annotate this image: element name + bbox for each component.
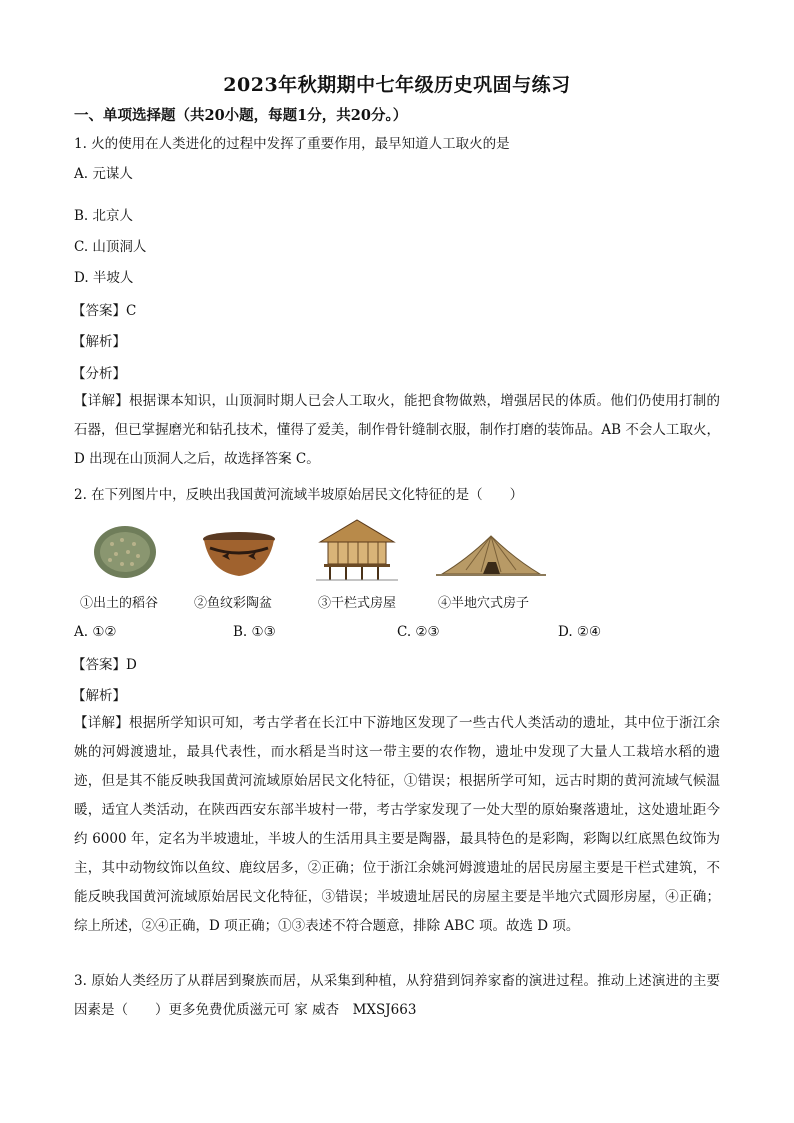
q2-option-c: C. ②③ [397,624,440,640]
q2-caption-1: ①出土的稻谷 [80,596,159,611]
q2-analysis-label: 【解析】 [72,688,126,704]
page-title: 2023年秋期期中七年级历史巩固与练习 [223,74,571,96]
q1-option-d: D. 半坡人 [74,270,134,286]
semi-subterranean-house-image [436,530,546,580]
rice-grain-image [92,524,158,580]
q2-stem: 2. 在下列图片中，反映出我国黄河流域半坡原始居民文化特征的是（ ） [74,487,524,503]
q2-caption-4: ④半地穴式房子 [438,596,530,611]
q2-option-b: B. ①③ [233,624,276,640]
fish-pattern-pottery-basin-image [200,530,278,580]
q1-analysis-label: 【解析】 [72,334,126,350]
q1-answer: 【答案】C [72,303,137,319]
q3-stem: 3. 原始人类经历了从群居到聚族而居，从采集到种植，从狩猎到饲养家畜的演进过程。推动上述演进的主要因素是（ ）更多免费优质滋元可 家 威杏 MXSJ663 [74,973,720,1018]
q1-stem: 1. 火的使用在人类进化的过程中发挥了重要作用，最早知道人工取火的是 [74,136,510,152]
section-heading: 一、单项选择题（共20小题，每题1分，共20分。） [74,107,408,124]
q1-option-b: B. 北京人 [74,208,134,224]
q2-option-d: D. ②④ [558,624,602,640]
q1-option-c: C. 山顶洞人 [74,239,147,255]
stilt-house-image [316,516,398,582]
q1-detail: 【详解】根据课本知识，山顶洞时期人已会人工取火，能把食物做熟，增强居民的体质。他们仍使用打制的石器，但已掌握磨光和钻孔技术，懂得了爱美，制作骨针缝制衣服，制作打磨的装饰品。AB 不会人工取火，D 出现在山顶洞人之后，故选择答案 C。 [74,393,720,467]
q1-fenxi-label: 【分析】 [72,366,126,382]
q2-option-a: A. ①② [74,624,117,640]
q2-caption-3: ③干栏式房屋 [318,596,397,611]
q1-option-a: A. 元谋人 [74,166,133,182]
q2-caption-2: ②鱼纹彩陶盆 [194,596,273,611]
q2-detail: 【详解】根据所学知识可知，考古学者在长江中下游地区发现了一些古代人类活动的遗址，其中位于浙江余姚的河姆渡遗址，最具代表性，而水稻是当时这一带主要的农作物，遗址中发现了大量人工栽培水稻的遗迹，但是其不能反映我国黄河流域原始居民文化特征，①错误；根据所学可知，远古时期的黄河流域气候温暖，适宜人类活动，在陕西西安东部半坡村一带，考古学家发现了一处大型的原始聚落遗址，这处遗址距今约 6000 年，定名为半坡遗址，半坡人的生活用具主要是陶器，最具特色的是彩陶，彩陶以红底黑色纹饰为主，其中动物纹饰以鱼纹、鹿纹居多，②正确；位于浙江余姚河姆渡遗址的居民房屋主要是干栏式建筑，不能反映我国黄河流域原始居民文化特征，③错误；半坡遗址居民的房屋主要是半地穴式圆形房屋，④正确；综上所述，②④正确，D 项正确；①③表述不符合题意，排除 ABC 项。故选 D 项。 [74,715,720,934]
q2-answer: 【答案】D [72,657,137,673]
